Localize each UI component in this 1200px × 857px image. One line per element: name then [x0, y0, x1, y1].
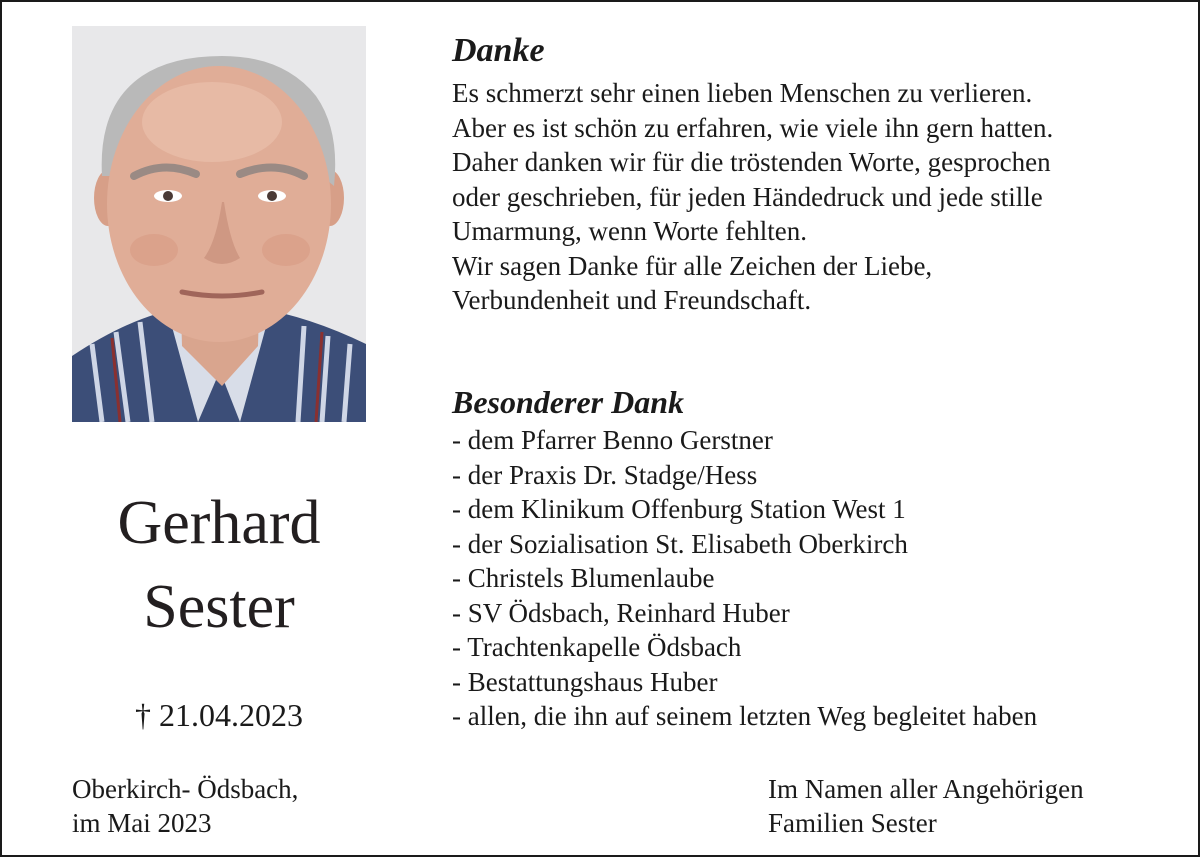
special-thanks-list [452, 423, 1037, 734]
list-item: - SV Ödsbach, Reinhard Huber [452, 597, 790, 628]
list-item: - der Sozialisation St. Elisabeth Oberkirch [452, 528, 908, 559]
place-and-date [72, 772, 298, 840]
list-item: - Trachtenkapelle Ödsbach [452, 632, 742, 662]
list-item: - der Praxis Dr. Stadge/Hess [452, 459, 758, 490]
month-text: im Mai 2023 [72, 808, 212, 838]
thanks-line: Aber es ist schön zu erfahren, wie viele ihn gern hatten. [452, 112, 1054, 143]
portrait-illustration [72, 26, 366, 422]
thanks-line: Wir sagen Danke für alle Zeichen der Liebe, [452, 250, 933, 281]
signature-line: Im Namen aller Angehörigen [768, 774, 1084, 804]
list-item: - allen, die ihn auf seinem letzten Weg begleitet haben [452, 701, 1038, 731]
special-thanks-heading: Besonderer Dank [452, 384, 685, 420]
death-date: † 21.04.2023 [135, 697, 303, 733]
list-item: - dem Klinikum Offenburg Station West 1 [452, 494, 906, 524]
first-name: Gerhard [117, 489, 321, 557]
thanks-line: oder geschrieben, für jeden Händedruck und jede stille [452, 181, 1043, 212]
thanks-line: Es schmerzt sehr einen lieben Menschen zu verlieren. [452, 78, 1033, 108]
portrait-photo [72, 26, 366, 422]
thanks-text [452, 76, 1053, 318]
place-text: Oberkirch- Ödsbach, [72, 774, 299, 804]
list-item: - dem Pfarrer Benno Gerstner [452, 425, 773, 455]
thanks-line: Daher danken wir für die tröstenden Worte, gesprochen [452, 147, 1051, 177]
list-item: - Bestattungshaus Huber [452, 666, 718, 697]
thanks-line: Verbundenheit und Freundschaft. [452, 285, 812, 315]
family-signature [768, 772, 1084, 840]
signature-line: Familien Sester [768, 808, 937, 838]
thanks-line: Umarmung, wenn Worte fehlten. [452, 216, 807, 246]
list-item: - Christels Blumenlaube [452, 563, 715, 593]
last-name: Sester [143, 573, 295, 641]
thanks-heading: Danke [452, 32, 545, 69]
